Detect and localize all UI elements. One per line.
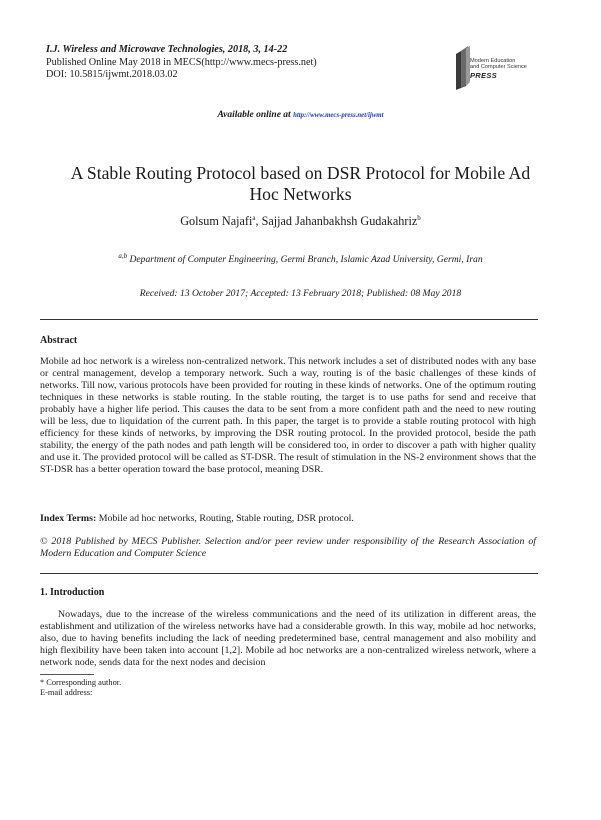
logo-press: PRESS xyxy=(470,71,497,80)
copyright-notice: © 2018 Published by MECS Publisher. Selection and/or peer review under responsibility of the Research Association of Modern Education and Computer Science xyxy=(40,536,536,559)
email-note: E-mail address: xyxy=(40,688,93,698)
logo-line2: and Computer Science xyxy=(470,64,527,71)
index-terms-label: Index Terms: xyxy=(40,513,97,524)
introduction-heading: 1. Introduction xyxy=(40,587,105,598)
author-affil-mark: b xyxy=(417,214,421,222)
logo-text xyxy=(470,58,527,71)
paper-title xyxy=(60,163,541,204)
divider xyxy=(40,573,538,574)
journal-url-link[interactable]: http://www.mecs-press.net/ijwmt xyxy=(293,112,384,119)
doi-line: DOI: 10.5815/ijwmt.2018.03.02 xyxy=(46,69,178,81)
published-line: Published Online May 2018 in MECS(http://www.mecs-press.net) xyxy=(46,56,317,68)
publication-dates: Received: 13 October 2017; Accepted: 13 February 2018; Published: 08 May 2018 xyxy=(139,288,462,299)
corresponding-author-note: * Corresponding author. xyxy=(40,678,122,687)
index-terms xyxy=(40,513,354,524)
author-list xyxy=(0,214,601,229)
journal-header xyxy=(46,44,317,82)
title-line1: A Stable Routing Protocol based on DSR Protocol for Mobile Ad xyxy=(70,163,531,183)
divider xyxy=(40,319,538,320)
introduction-text: Nowadays, due to the increase of the wireless communications and the need of its utilization in different areas, the establishment and utilization of the wireless networks have had a considerable growth. In this way, mobile ad hoc networks, also, due to having benefits including the lack of needing predetermined base, central management and also mobility and high flexibility have been taken into account [1,2]. Mobile ad hoc networks are a non-centralized wireless network, where a network node, sends data for the next nodes and decision xyxy=(40,609,536,668)
author-separator: , xyxy=(255,214,262,229)
affiliation xyxy=(0,252,601,265)
author-name: Sajjad Jahanbakhsh Gudakahriz xyxy=(261,214,418,229)
footnotes xyxy=(40,678,121,698)
abstract-heading: Abstract xyxy=(40,335,78,346)
availability-label: Available online at xyxy=(217,110,294,120)
title-line2: Hoc Networks xyxy=(249,183,352,204)
availability-line xyxy=(0,110,601,120)
affiliation-text: Department of Computer Engineering, Germi Branch, Islamic Azad University, Germi, Iran xyxy=(127,254,483,266)
logo-line1: Modern Education xyxy=(470,58,516,64)
affil-mark: a,b xyxy=(118,252,128,260)
author-name: Golsum Najafi xyxy=(180,214,253,229)
abstract-text: Mobile ad hoc network is a wireless non-centralized network. This network includes a set of distributed nodes with any base or central management, develop a temporary network. Such a way, routing is of the basic challenges of these kinds of networks. Till now, various protocols have been provided for routing in these kinds of networks. One of the optimum routing techniques in these networks is stable routing. In the stable routing, the target is to use paths for send and receive that probably have a higher life period. This causes the data to be sent from a more confident path and the need to new routing will be less, due to liquidation of the current path. In this paper, the target is to provide a stable routing protocol with high efficiency for these kinds of networks, by improving the DSR routing protocol. In the provided protocol, beside the path stability, the energy of the path nodes and path length will be considered too, in order to discover a path with higher quality and use it. The provided protocol will be called as ST-DSR. The result of stimulation in the NS-2 environment shows that the ST-DSR has a better operation toward the base protocol, meaning DSR. xyxy=(40,356,536,475)
journal-title: I.J. Wireless and Microwave Technologies, xyxy=(46,44,226,55)
journal-issue: 2018, 3, 14-22 xyxy=(225,44,288,55)
footnote-rule xyxy=(40,674,94,675)
index-terms-text: Mobile ad hoc networks, Routing, Stable routing, DSR protocol. xyxy=(96,513,354,524)
author-affil-mark: a xyxy=(252,214,256,222)
